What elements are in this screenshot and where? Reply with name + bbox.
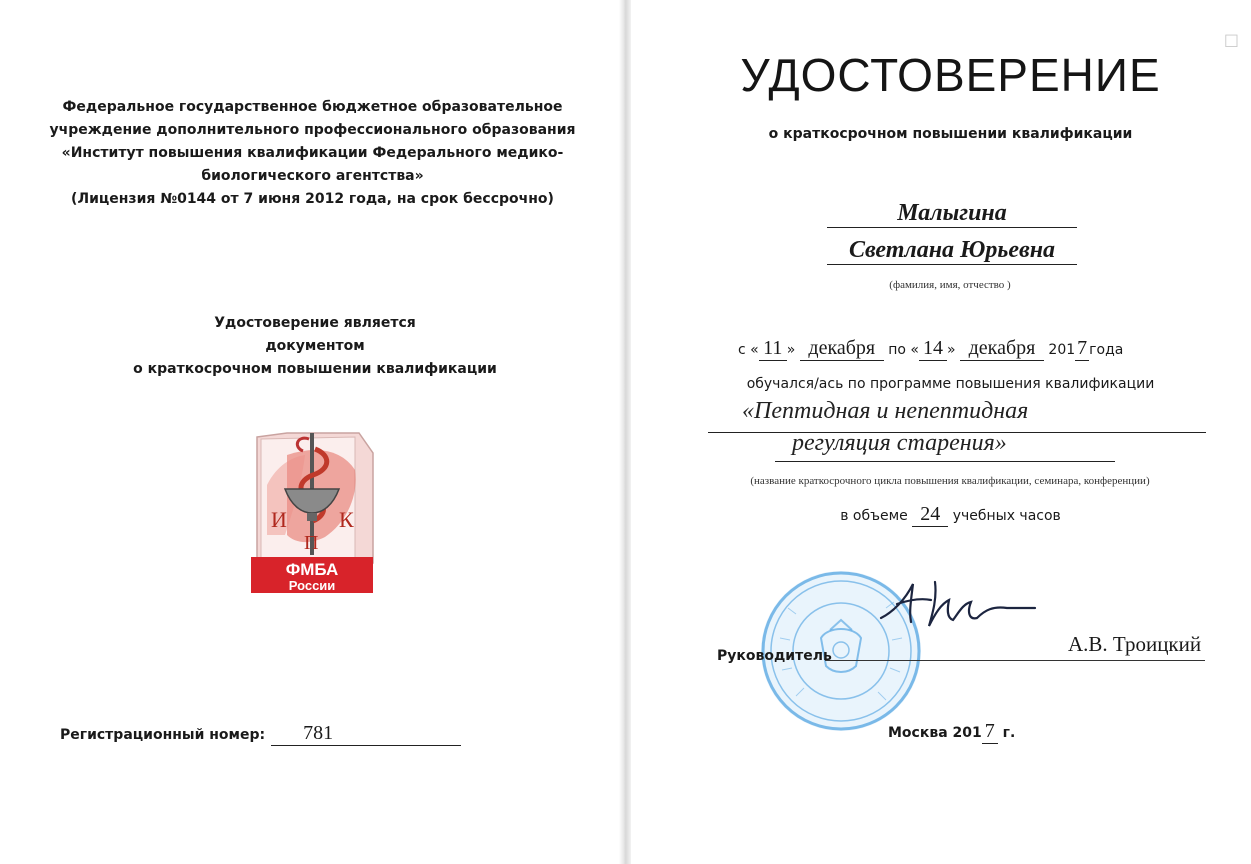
from-day: 11 bbox=[759, 337, 787, 361]
course-volume bbox=[630, 503, 1251, 527]
corner-mark: □ bbox=[1223, 30, 1239, 49]
document-note bbox=[90, 312, 540, 381]
institute-logo-icon bbox=[247, 425, 377, 595]
year-prefix: 201 bbox=[1048, 342, 1076, 358]
volume-hours: 24 bbox=[912, 503, 948, 527]
header-line: учреждение дополнительного профессионального образования bbox=[49, 122, 576, 138]
year-suffix: года bbox=[1089, 342, 1124, 358]
from-close: » bbox=[786, 342, 796, 358]
logo-banner-sub: России bbox=[288, 578, 336, 593]
to-day: 14 bbox=[919, 337, 947, 361]
director-signature-line bbox=[825, 660, 1205, 661]
issue-place-date bbox=[888, 720, 1015, 744]
logo-letter-i: И bbox=[271, 507, 287, 532]
header-line: биологического агентства» bbox=[201, 168, 424, 184]
volume-prefix: в объеме bbox=[840, 508, 908, 524]
left-page bbox=[0, 0, 620, 864]
note-line: документом bbox=[265, 338, 365, 354]
year-digit: 7 bbox=[1077, 337, 1088, 359]
logo-letter-k: К bbox=[339, 507, 354, 532]
right-page bbox=[630, 0, 1251, 864]
program-line-1: «Пептидная и непептидная bbox=[742, 398, 1029, 424]
registration-number bbox=[60, 722, 461, 746]
logo-letter-p: П bbox=[304, 532, 319, 554]
to-month: декабря bbox=[960, 337, 1044, 361]
director-name: А.В. Троицкий bbox=[1068, 632, 1202, 656]
registration-label: Регистрационный номер: bbox=[60, 727, 266, 743]
program-caption: (название краткосрочного цикла повышения квалификации, семинара, конференции) bbox=[750, 475, 1150, 487]
registration-value: 781 bbox=[271, 722, 461, 746]
volume-suffix: учебных часов bbox=[952, 508, 1061, 524]
license-line: (Лицензия №0144 от 7 июня 2012 года, на срок бессрочно) bbox=[71, 191, 554, 207]
city-year-digit: 7 bbox=[982, 720, 998, 744]
to-prefix: по « bbox=[888, 342, 919, 358]
program-line-2: регуляция старения» bbox=[792, 430, 1007, 456]
director-label: Руководитель bbox=[717, 648, 832, 664]
note-line: о краткосрочном повышении квалификации bbox=[133, 361, 497, 377]
studied-text: обучался/ась по программе повышения квалификации bbox=[746, 376, 1155, 392]
fio-caption: (фамилия, имя, отчество ) bbox=[889, 279, 1011, 291]
from-prefix: с « bbox=[738, 342, 759, 358]
program-underline-2 bbox=[775, 461, 1115, 462]
to-close: » bbox=[946, 342, 956, 358]
holder-given-names: Светлана Юрьевна bbox=[827, 237, 1077, 265]
director-signature-icon bbox=[875, 570, 1045, 640]
logo-banner: ФМБА bbox=[285, 560, 339, 579]
city-suffix: г. bbox=[997, 725, 1016, 741]
certificate-subtitle: о краткосрочном повышении квалификации bbox=[768, 126, 1133, 142]
training-period bbox=[738, 337, 1123, 361]
from-month: декабря bbox=[800, 337, 884, 361]
certificate-title: УДОСТОВЕРЕНИЕ bbox=[740, 49, 1161, 101]
header-line: «Институт повышения квалификации Федерального медико- bbox=[61, 145, 564, 161]
header-line: Федеральное государственное бюджетное образовательное bbox=[62, 99, 563, 115]
institution-header bbox=[40, 96, 585, 211]
note-line: Удостоверение является bbox=[214, 315, 416, 331]
city-prefix: Москва 201 bbox=[888, 725, 982, 741]
holder-surname: Малыгина bbox=[827, 200, 1077, 228]
